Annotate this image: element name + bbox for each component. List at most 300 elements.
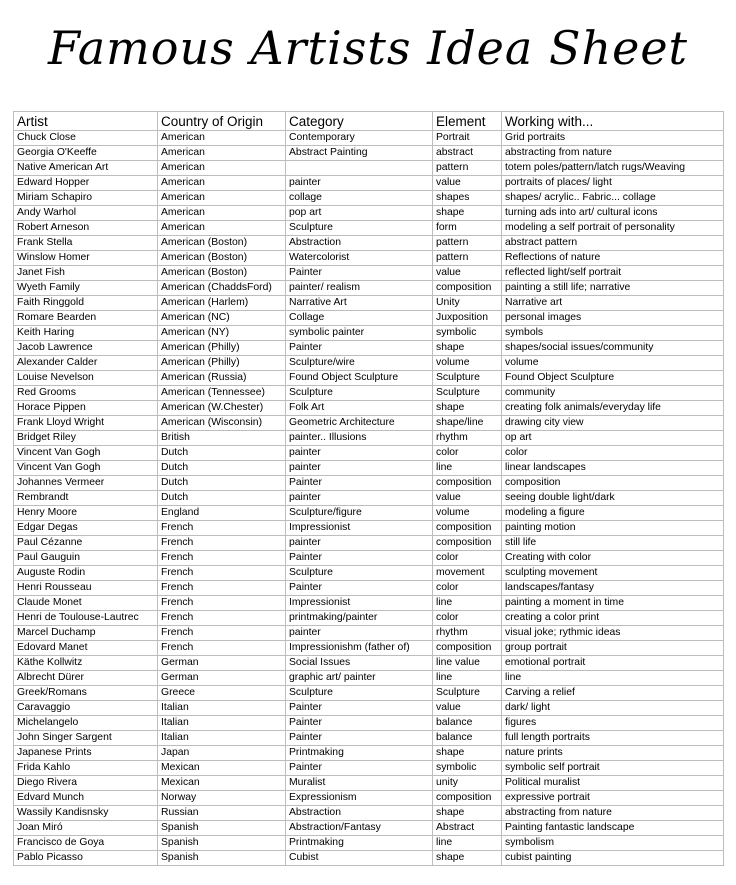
cell-working-with: landscapes/fantasy	[502, 581, 724, 596]
cell-element: color	[433, 446, 502, 461]
cell-element: shape	[433, 851, 502, 866]
table-row	[14, 566, 724, 581]
cell-artist: Edward Hopper	[14, 176, 158, 191]
table-row	[14, 806, 724, 821]
cell-category: Found Object Sculpture	[286, 371, 433, 386]
cell-country: French	[158, 581, 286, 596]
table-row	[14, 836, 724, 851]
cell-category: painter/ realism	[286, 281, 433, 296]
cell-country: French	[158, 611, 286, 626]
cell-working-with: abstracting from nature	[502, 806, 724, 821]
table-header-row	[14, 112, 724, 131]
cell-element: symbolic	[433, 326, 502, 341]
cell-artist: Georgia O'Keeffe	[14, 146, 158, 161]
table-row	[14, 476, 724, 491]
cell-element: pattern	[433, 236, 502, 251]
cell-working-with: composition	[502, 476, 724, 491]
cell-element: pattern	[433, 251, 502, 266]
cell-artist: Rembrandt	[14, 491, 158, 506]
cell-category: symbolic painter	[286, 326, 433, 341]
cell-category: painter	[286, 176, 433, 191]
cell-element: line	[433, 461, 502, 476]
cell-country: Mexican	[158, 776, 286, 791]
table-row	[14, 716, 724, 731]
cell-element: balance	[433, 716, 502, 731]
cell-element: color	[433, 611, 502, 626]
cell-working-with: Found Object Sculpture	[502, 371, 724, 386]
cell-element: Sculpture	[433, 386, 502, 401]
cell-artist: Diego Rivera	[14, 776, 158, 791]
cell-category: Abstraction	[286, 806, 433, 821]
cell-category: Abstraction/Fantasy	[286, 821, 433, 836]
cell-element: composition	[433, 476, 502, 491]
cell-working-with: creating a color print	[502, 611, 724, 626]
table-row	[14, 746, 724, 761]
cell-artist: Greek/Romans	[14, 686, 158, 701]
cell-working-with: dark/ light	[502, 701, 724, 716]
cell-element: Abstract	[433, 821, 502, 836]
cell-element: composition	[433, 281, 502, 296]
cell-working-with: seeing double light/dark	[502, 491, 724, 506]
cell-country: Dutch	[158, 461, 286, 476]
cell-artist: Winslow Homer	[14, 251, 158, 266]
cell-working-with: group portrait	[502, 641, 724, 656]
cell-working-with: expressive portrait	[502, 791, 724, 806]
cell-artist: Wassily Kandisnsky	[14, 806, 158, 821]
cell-country: French	[158, 551, 286, 566]
table-row	[14, 131, 724, 146]
table-row	[14, 656, 724, 671]
cell-artist: Francisco de Goya	[14, 836, 158, 851]
cell-artist: Albrecht Dürer	[14, 671, 158, 686]
cell-working-with: figures	[502, 716, 724, 731]
cell-artist: Frida Kahlo	[14, 761, 158, 776]
cell-category: painter.. Illusions	[286, 431, 433, 446]
cell-working-with: modeling a self portrait of personality	[502, 221, 724, 236]
cell-element: color	[433, 551, 502, 566]
cell-artist: Jacob Lawrence	[14, 341, 158, 356]
cell-element: composition	[433, 521, 502, 536]
cell-artist: Frank Lloyd Wright	[14, 416, 158, 431]
cell-country: French	[158, 536, 286, 551]
cell-working-with: Painting fantastic landscape	[502, 821, 724, 836]
cell-country: England	[158, 506, 286, 521]
cell-artist: Claude Monet	[14, 596, 158, 611]
cell-working-with: portraits of places/ light	[502, 176, 724, 191]
cell-working-with: full length portraits	[502, 731, 724, 746]
header-artist: Artist	[14, 112, 158, 131]
cell-category: Sculpture	[286, 686, 433, 701]
table-row	[14, 386, 724, 401]
cell-working-with: cubist painting	[502, 851, 724, 866]
cell-element: pattern	[433, 161, 502, 176]
cell-category: Geometric Architecture	[286, 416, 433, 431]
cell-category: Sculpture/wire	[286, 356, 433, 371]
table-row	[14, 611, 724, 626]
cell-element: movement	[433, 566, 502, 581]
cell-artist: Michelangelo	[14, 716, 158, 731]
cell-artist: Joan Miró	[14, 821, 158, 836]
cell-artist: Alexander Calder	[14, 356, 158, 371]
table-row	[14, 461, 724, 476]
cell-working-with: visual joke; rythmic ideas	[502, 626, 724, 641]
table-row	[14, 641, 724, 656]
cell-category: Abstract Painting	[286, 146, 433, 161]
cell-artist: Käthe Kollwitz	[14, 656, 158, 671]
cell-working-with: emotional portrait	[502, 656, 724, 671]
cell-element: shape	[433, 746, 502, 761]
cell-country: American	[158, 206, 286, 221]
cell-artist: Henri Rousseau	[14, 581, 158, 596]
cell-working-with: volume	[502, 356, 724, 371]
cell-working-with: still life	[502, 536, 724, 551]
cell-category: painter	[286, 491, 433, 506]
cell-category: Muralist	[286, 776, 433, 791]
cell-working-with: abstracting from nature	[502, 146, 724, 161]
cell-country: American (NY)	[158, 326, 286, 341]
table-row	[14, 791, 724, 806]
cell-category: Sculpture	[286, 566, 433, 581]
cell-working-with: painting a still life; narrative	[502, 281, 724, 296]
cell-artist: Horace Pippen	[14, 401, 158, 416]
table-row	[14, 251, 724, 266]
cell-element: volume	[433, 356, 502, 371]
cell-country: Norway	[158, 791, 286, 806]
table-row	[14, 521, 724, 536]
cell-working-with: shapes/ acrylic.. Fabric... collage	[502, 191, 724, 206]
cell-artist: Edovard Manet	[14, 641, 158, 656]
cell-artist: Henri de Toulouse-Lautrec	[14, 611, 158, 626]
cell-category: Folk Art	[286, 401, 433, 416]
table-row	[14, 401, 724, 416]
cell-working-with: reflected light/self portrait	[502, 266, 724, 281]
cell-artist: Romare Bearden	[14, 311, 158, 326]
cell-country: Dutch	[158, 476, 286, 491]
cell-country: Japan	[158, 746, 286, 761]
cell-category: painter	[286, 446, 433, 461]
cell-working-with: Narrative art	[502, 296, 724, 311]
table-row	[14, 161, 724, 176]
cell-country: Greece	[158, 686, 286, 701]
cell-category: Painter	[286, 716, 433, 731]
cell-category: Narrative Art	[286, 296, 433, 311]
table-row	[14, 326, 724, 341]
table-row	[14, 371, 724, 386]
cell-element: Sculpture	[433, 371, 502, 386]
table-row	[14, 431, 724, 446]
cell-artist: Pablo Picasso	[14, 851, 158, 866]
table-row	[14, 596, 724, 611]
cell-country: Dutch	[158, 491, 286, 506]
cell-element: color	[433, 581, 502, 596]
cell-element: Portrait	[433, 131, 502, 146]
cell-category: Impressionist	[286, 596, 433, 611]
table-row	[14, 626, 724, 641]
cell-category	[286, 161, 433, 176]
cell-category: Painter	[286, 761, 433, 776]
cell-country: American (Boston)	[158, 266, 286, 281]
cell-artist: Auguste Rodin	[14, 566, 158, 581]
cell-working-with: Grid portraits	[502, 131, 724, 146]
cell-artist: Faith Ringgold	[14, 296, 158, 311]
cell-category: painter	[286, 461, 433, 476]
header-element: Element	[433, 112, 502, 131]
table-row	[14, 581, 724, 596]
cell-working-with: personal images	[502, 311, 724, 326]
cell-category: collage	[286, 191, 433, 206]
header-category: Category	[286, 112, 433, 131]
cell-artist: Vincent Van Gogh	[14, 461, 158, 476]
cell-element: Sculpture	[433, 686, 502, 701]
cell-element: line	[433, 671, 502, 686]
cell-artist: Robert Arneson	[14, 221, 158, 236]
cell-country: American (Tennessee)	[158, 386, 286, 401]
cell-element: shape	[433, 401, 502, 416]
table-row	[14, 296, 724, 311]
cell-country: British	[158, 431, 286, 446]
cell-element: rhythm	[433, 431, 502, 446]
cell-category: graphic art/ painter	[286, 671, 433, 686]
cell-working-with: symbols	[502, 326, 724, 341]
cell-element: rhythm	[433, 626, 502, 641]
cell-category: Painter	[286, 551, 433, 566]
cell-artist: Keith Haring	[14, 326, 158, 341]
cell-working-with: Reflections of nature	[502, 251, 724, 266]
cell-country: American	[158, 191, 286, 206]
cell-artist: Janet Fish	[14, 266, 158, 281]
cell-country: American	[158, 131, 286, 146]
cell-country: American (Boston)	[158, 236, 286, 251]
table-row	[14, 776, 724, 791]
cell-country: American (Philly)	[158, 341, 286, 356]
cell-country: German	[158, 671, 286, 686]
cell-element: line	[433, 836, 502, 851]
table-row	[14, 686, 724, 701]
cell-country: Russian	[158, 806, 286, 821]
cell-artist: Louise Nevelson	[14, 371, 158, 386]
table-row	[14, 821, 724, 836]
cell-working-with: color	[502, 446, 724, 461]
cell-category: pop art	[286, 206, 433, 221]
cell-element: value	[433, 701, 502, 716]
cell-element: volume	[433, 506, 502, 521]
cell-element: shape	[433, 806, 502, 821]
cell-country: American	[158, 146, 286, 161]
table-row	[14, 176, 724, 191]
cell-category: Printmaking	[286, 836, 433, 851]
cell-category: Painter	[286, 701, 433, 716]
cell-artist: Red Grooms	[14, 386, 158, 401]
cell-artist: Edgar Degas	[14, 521, 158, 536]
cell-element: unity	[433, 776, 502, 791]
cell-category: painter	[286, 626, 433, 641]
cell-element: composition	[433, 641, 502, 656]
cell-artist: John Singer Sargent	[14, 731, 158, 746]
cell-category: Expressionism	[286, 791, 433, 806]
cell-element: shape/line	[433, 416, 502, 431]
page-title: Famous Artists Idea Sheet	[47, 21, 689, 75]
cell-artist: Miriam Schapiro	[14, 191, 158, 206]
cell-element: line value	[433, 656, 502, 671]
cell-country: American (Boston)	[158, 251, 286, 266]
cell-element: form	[433, 221, 502, 236]
table-row	[14, 191, 724, 206]
cell-element: value	[433, 266, 502, 281]
cell-country: American (W.Chester)	[158, 401, 286, 416]
cell-element: line	[433, 596, 502, 611]
cell-artist: Andy Warhol	[14, 206, 158, 221]
cell-category: Sculpture/figure	[286, 506, 433, 521]
cell-working-with: painting motion	[502, 521, 724, 536]
cell-element: Unity	[433, 296, 502, 311]
header-working-with: Working with...	[502, 112, 724, 131]
cell-country: Italian	[158, 716, 286, 731]
cell-country: American (Russia)	[158, 371, 286, 386]
cell-artist: Frank Stella	[14, 236, 158, 251]
cell-working-with: nature prints	[502, 746, 724, 761]
cell-category: printmaking/painter	[286, 611, 433, 626]
cell-element: shape	[433, 206, 502, 221]
table-row	[14, 206, 724, 221]
cell-working-with: abstract pattern	[502, 236, 724, 251]
cell-element: shapes	[433, 191, 502, 206]
cell-working-with: linear landscapes	[502, 461, 724, 476]
header-country: Country of Origin	[158, 112, 286, 131]
table-row	[14, 761, 724, 776]
cell-artist: Chuck Close	[14, 131, 158, 146]
cell-country: German	[158, 656, 286, 671]
cell-element: composition	[433, 536, 502, 551]
table-row	[14, 236, 724, 251]
table-row	[14, 671, 724, 686]
cell-working-with: totem poles/pattern/latch rugs/Weaving	[502, 161, 724, 176]
cell-working-with: creating folk animals/everyday life	[502, 401, 724, 416]
cell-artist: Edvard Munch	[14, 791, 158, 806]
cell-category: Painter	[286, 266, 433, 281]
cell-category: Printmaking	[286, 746, 433, 761]
cell-working-with: symbolic self portrait	[502, 761, 724, 776]
cell-category: Cubist	[286, 851, 433, 866]
cell-country: Dutch	[158, 446, 286, 461]
cell-country: Spanish	[158, 821, 286, 836]
table-row	[14, 446, 724, 461]
cell-category: Social Issues	[286, 656, 433, 671]
cell-working-with: modeling a figure	[502, 506, 724, 521]
cell-artist: Marcel Duchamp	[14, 626, 158, 641]
cell-artist: Bridget Riley	[14, 431, 158, 446]
cell-element: abstract	[433, 146, 502, 161]
cell-category: Painter	[286, 476, 433, 491]
cell-category: Sculpture	[286, 221, 433, 236]
cell-category: Impressionist	[286, 521, 433, 536]
cell-working-with: shapes/social issues/community	[502, 341, 724, 356]
cell-working-with: Creating with color	[502, 551, 724, 566]
cell-category: Collage	[286, 311, 433, 326]
cell-artist: Paul Gauguin	[14, 551, 158, 566]
cell-artist: Paul Cézanne	[14, 536, 158, 551]
cell-country: French	[158, 596, 286, 611]
cell-country: American (Harlem)	[158, 296, 286, 311]
table-row	[14, 416, 724, 431]
cell-country: French	[158, 521, 286, 536]
cell-country: American	[158, 176, 286, 191]
cell-country: American	[158, 221, 286, 236]
cell-country: Mexican	[158, 761, 286, 776]
table-row	[14, 536, 724, 551]
table-row	[14, 551, 724, 566]
cell-category: painter	[286, 536, 433, 551]
cell-category: Watercolorist	[286, 251, 433, 266]
cell-working-with: Political muralist	[502, 776, 724, 791]
cell-working-with: sculpting movement	[502, 566, 724, 581]
cell-artist: Henry Moore	[14, 506, 158, 521]
cell-artist: Johannes Vermeer	[14, 476, 158, 491]
cell-artist: Native American Art	[14, 161, 158, 176]
cell-country: French	[158, 626, 286, 641]
cell-category: Painter	[286, 731, 433, 746]
cell-element: composition	[433, 791, 502, 806]
cell-country: American (NC)	[158, 311, 286, 326]
cell-element: value	[433, 176, 502, 191]
table-row	[14, 311, 724, 326]
table-row	[14, 491, 724, 506]
table-row	[14, 851, 724, 866]
cell-working-with: drawing city view	[502, 416, 724, 431]
cell-country: Italian	[158, 731, 286, 746]
cell-country: French	[158, 566, 286, 581]
cell-artist: Vincent Van Gogh	[14, 446, 158, 461]
cell-country: American (ChaddsFord)	[158, 281, 286, 296]
table-row	[14, 281, 724, 296]
cell-element: Juxposition	[433, 311, 502, 326]
cell-category: Sculpture	[286, 386, 433, 401]
cell-country: Italian	[158, 701, 286, 716]
cell-category: Painter	[286, 581, 433, 596]
cell-element: balance	[433, 731, 502, 746]
table-row	[14, 221, 724, 236]
cell-artist: Caravaggio	[14, 701, 158, 716]
cell-country: French	[158, 641, 286, 656]
table-row	[14, 146, 724, 161]
cell-element: value	[433, 491, 502, 506]
cell-category: Painter	[286, 341, 433, 356]
cell-element: shape	[433, 341, 502, 356]
cell-artist: Wyeth Family	[14, 281, 158, 296]
cell-category: Abstraction	[286, 236, 433, 251]
cell-working-with: op art	[502, 431, 724, 446]
cell-country: Spanish	[158, 836, 286, 851]
table-row	[14, 341, 724, 356]
cell-country: Spanish	[158, 851, 286, 866]
cell-country: American (Philly)	[158, 356, 286, 371]
cell-working-with: turning ads into art/ cultural icons	[502, 206, 724, 221]
cell-element: symbolic	[433, 761, 502, 776]
table-row	[14, 731, 724, 746]
cell-country: American	[158, 161, 286, 176]
table-row	[14, 701, 724, 716]
table-row	[14, 356, 724, 371]
cell-working-with: painting a moment in time	[502, 596, 724, 611]
table-row	[14, 266, 724, 281]
cell-working-with: line	[502, 671, 724, 686]
table-body	[14, 131, 724, 866]
cell-working-with: symbolism	[502, 836, 724, 851]
table-row	[14, 506, 724, 521]
cell-artist: Japanese Prints	[14, 746, 158, 761]
cell-country: American (Wisconsin)	[158, 416, 286, 431]
cell-working-with: community	[502, 386, 724, 401]
cell-category: Impressionishm (father of)	[286, 641, 433, 656]
